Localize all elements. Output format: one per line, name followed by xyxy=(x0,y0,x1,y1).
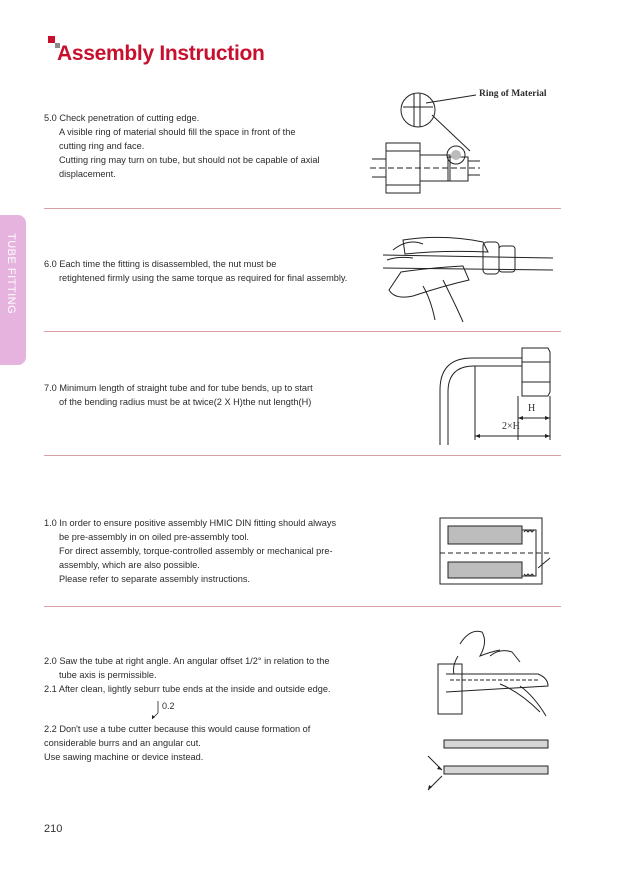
section-2-line: 2.2 Don't use a tube cutter because this would cause formation of xyxy=(44,724,311,734)
section-1-line: be pre-assembly in on oiled pre-assembly tool. xyxy=(59,532,249,542)
section-6-line: retightened firmly using the same torque as required for final assembly. xyxy=(59,273,348,283)
section-6-text xyxy=(44,257,374,285)
pre-assembly-tool-figure xyxy=(440,518,560,586)
section-1-line: Please refer to separate assembly instructions. xyxy=(59,574,250,584)
section-2-line: considerable burrs and an angular cut. xyxy=(44,738,201,748)
fitting-cross-section-figure xyxy=(370,85,570,205)
ring-of-material-label: Ring of Material xyxy=(479,89,547,99)
section-5-line: A visible ring of material should fill the space in front of the xyxy=(59,127,296,137)
section-2-line: tube axis is permissible. xyxy=(59,670,157,680)
section-2-line: 2.0 Saw the tube at right angle. An angular offset 1/2° in relation to the xyxy=(44,656,330,666)
section-7-line: of the bending radius must be at twice(2 X H)the nut length(H) xyxy=(59,397,312,407)
page-title: Assembly Instruction xyxy=(57,42,265,65)
section-2-line: 2.1 After clean, lightly seburr tube ends at the inside and outside edge. xyxy=(44,684,331,694)
section-1-line: For direct assembly, torque-controlled assembly or mechanical pre- xyxy=(59,546,333,556)
section-7-text xyxy=(44,381,344,409)
divider xyxy=(44,208,561,209)
divider xyxy=(44,606,561,607)
section-5-text xyxy=(44,111,364,181)
section-5-line: cutting ring and face. xyxy=(59,141,145,151)
dim-2h-label: 2×H xyxy=(502,421,520,432)
section-6-line: 6.0 Each time the fitting is disassembled, the nut must be xyxy=(44,259,277,269)
dim-h-label: H xyxy=(528,403,536,414)
tube-bend-figure xyxy=(430,340,570,450)
section-2-2-text xyxy=(44,722,374,764)
logo-square-red xyxy=(48,36,55,43)
page-number: 210 xyxy=(44,823,63,835)
callout-label: 0.2 xyxy=(162,701,175,711)
section-5-line: displacement. xyxy=(59,169,116,179)
wrench-tightening-figure xyxy=(383,220,563,325)
side-tab xyxy=(0,215,26,365)
section-5-line: 5.0 Check penetration of cutting edge. xyxy=(44,113,200,123)
deburring-hand-figure xyxy=(430,622,560,722)
divider xyxy=(44,331,561,332)
section-2-text xyxy=(44,654,374,696)
section-1-line: 1.0 In order to ensure positive assembly HMIC DIN fitting should always xyxy=(44,518,337,528)
section-2-line: Use sawing machine or device instead. xyxy=(44,752,204,762)
side-tab-label: TUBE FITTING xyxy=(5,233,17,315)
divider xyxy=(44,455,561,456)
section-1-line: assembly, which are also possible. xyxy=(59,560,200,570)
section-1-text xyxy=(44,516,374,586)
section-7-line: 7.0 Minimum length of straight tube and for tube bends, up to start xyxy=(44,383,313,393)
tube-cut-figure xyxy=(424,736,554,794)
section-5-line: Cutting ring may turn on tube, but should not be capable of axial xyxy=(59,155,320,165)
